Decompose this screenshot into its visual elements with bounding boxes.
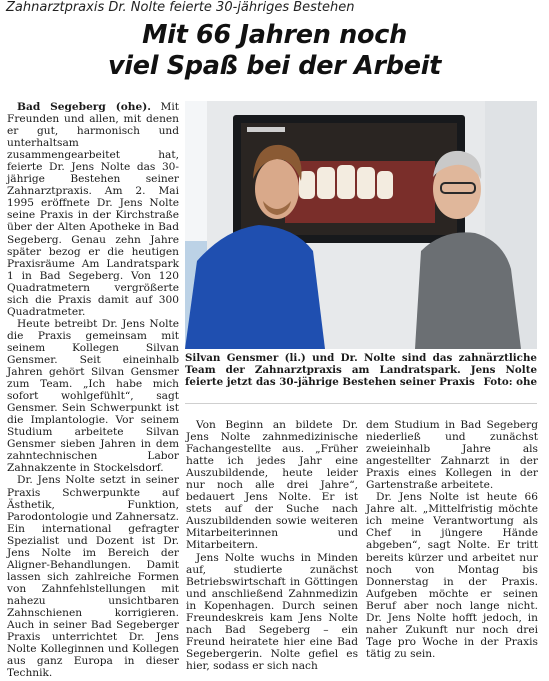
paragraph-text: Mit Freunden und allen, mit denen er gut, harmonisch und unterhaltsam zusammengearbeitet hat, feierte Dr. Jens Nolte das 30-jährige Bestehen seiner Zahnarztpraxis. Am 2. Mai 1995 eröffnete Dr. Jens Nolte seine Praxis in der Kirchstraße über der Alten Apotheke in Bad Segeberg. Genau zehn Jahre später bezog er die heutigen Praxisräume Am Landratspark 1 in Bad Segeberg. Von 120 Quadratmetern vergrößerte sich die Praxis damit auf 300 Quadratmeter. (7, 101, 179, 318)
paragraph: Jens Nolte wuchs in Minden auf, studierte zunächst Betriebswirtschaft in Göttingen und anschließend Zahnmedizin in Kopenhagen. Durch seinen Freundeskreis kam Jens Nolte nach Bad Segeberg – ein Freund heiratete hier eine Bad Segebergerin. Nolte gefiel es hier, sodass er sich nach (186, 551, 358, 672)
caption-text: Silvan Gensmer (li.) und Dr. Nolte sind das zahnärztliche Team der Zahnarztpraxis am Landratspark. Jens Nolte feierte jetzt das 30-jährige Bestehen seiner Praxis (185, 352, 537, 389)
photo-credit: Foto: ohe (483, 376, 537, 389)
article-headline (0, 20, 549, 82)
paragraph: dem Studium in Bad Segeberg niederließ und zunächst zweieinhalb Jahre als angestellter Zahnarzt in der Praxis eines Kollegen in der Gartenstraße arbeitete. (366, 419, 538, 492)
article-column-3 (366, 419, 538, 660)
paragraph: Von Beginn an bildete Dr. Jens Nolte zahnmedizinische Fachangestellte aus. „Früher hatte ich jedes Jahr eine Auszubildende, heute leider nur noch alle drei Jahre“, bedauert Jens Nolte. Er ist stets auf der Suche nach Auszubildenden sowie weiteren Mitarbeiterinnen und Mitarbeitern. (186, 419, 358, 552)
article-photo (185, 101, 537, 349)
photo-illustration (185, 101, 537, 349)
headline-line-2: viel Spaß bei der Arbeit (107, 51, 442, 81)
paragraph (7, 101, 179, 318)
divider (185, 403, 537, 404)
article-column-2 (186, 419, 358, 672)
photo-caption (185, 352, 537, 389)
article-column-1 (7, 101, 179, 679)
headline-line-1: Mit 66 Jahren noch (142, 20, 407, 50)
paragraph: Dr. Jens Nolte setzt in seiner Praxis Schwerpunkte auf Ästhetik, Funktion, Parodontologie und Zahnersatz. Ein international gefragter Spezialist und Dozent ist Dr. Jens Nolte im Bereich der Aligner-Behandlungen. Damit lassen sich zahlreiche Formen von Zahnfehlstellungen mit nahezu unsichtbaren Zahnschienen korrigieren. Auch in seiner Bad Segeberger Praxis unterrichtet Dr. Jens Nolte Kolleginnen und Kollegen aus ganz Europa in dieser Technik. (7, 474, 180, 680)
article-kicker: Zahnarztpraxis Dr. Nolte feierte 30-jähriges Bestehen (6, 0, 355, 15)
paragraph: Dr. Jens Nolte ist heute 66 Jahre alt. „Mittelfristig möchte ich meine Verantwortung als Chef in jüngere Hände abgeben“, sagt Nolte. Er tritt bereits kürzer und arbeitet nur noch von Montag bis Donnerstag in der Praxis. Aufgeben möchte er seinen Beruf aber noch lange nicht. Dr. Jens Nolte hofft jedoch, in naher Zukunft nur noch drei Tage pro Woche in der Praxis tätig zu sein. (366, 491, 538, 660)
paragraph: Heute betreibt Dr. Jens Nolte die Praxis gemeinsam mit seinem Kollegen Silvan Gensmer. Seit eineinhalb Jahren gehört Silvan Gensmer zum Team. „Ich habe mich sofort wohlgefühlt“, sagt Gensmer. Sein Schwerpunkt ist die Implantologie. Vor seinem Studium arbeitete Silvan Gensmer sieben Jahren in dem zahntechnischen Labor Zahnakzente in Stockelsdorf. (7, 317, 179, 475)
dateline: Bad Segeberg (ohe). (17, 101, 151, 113)
